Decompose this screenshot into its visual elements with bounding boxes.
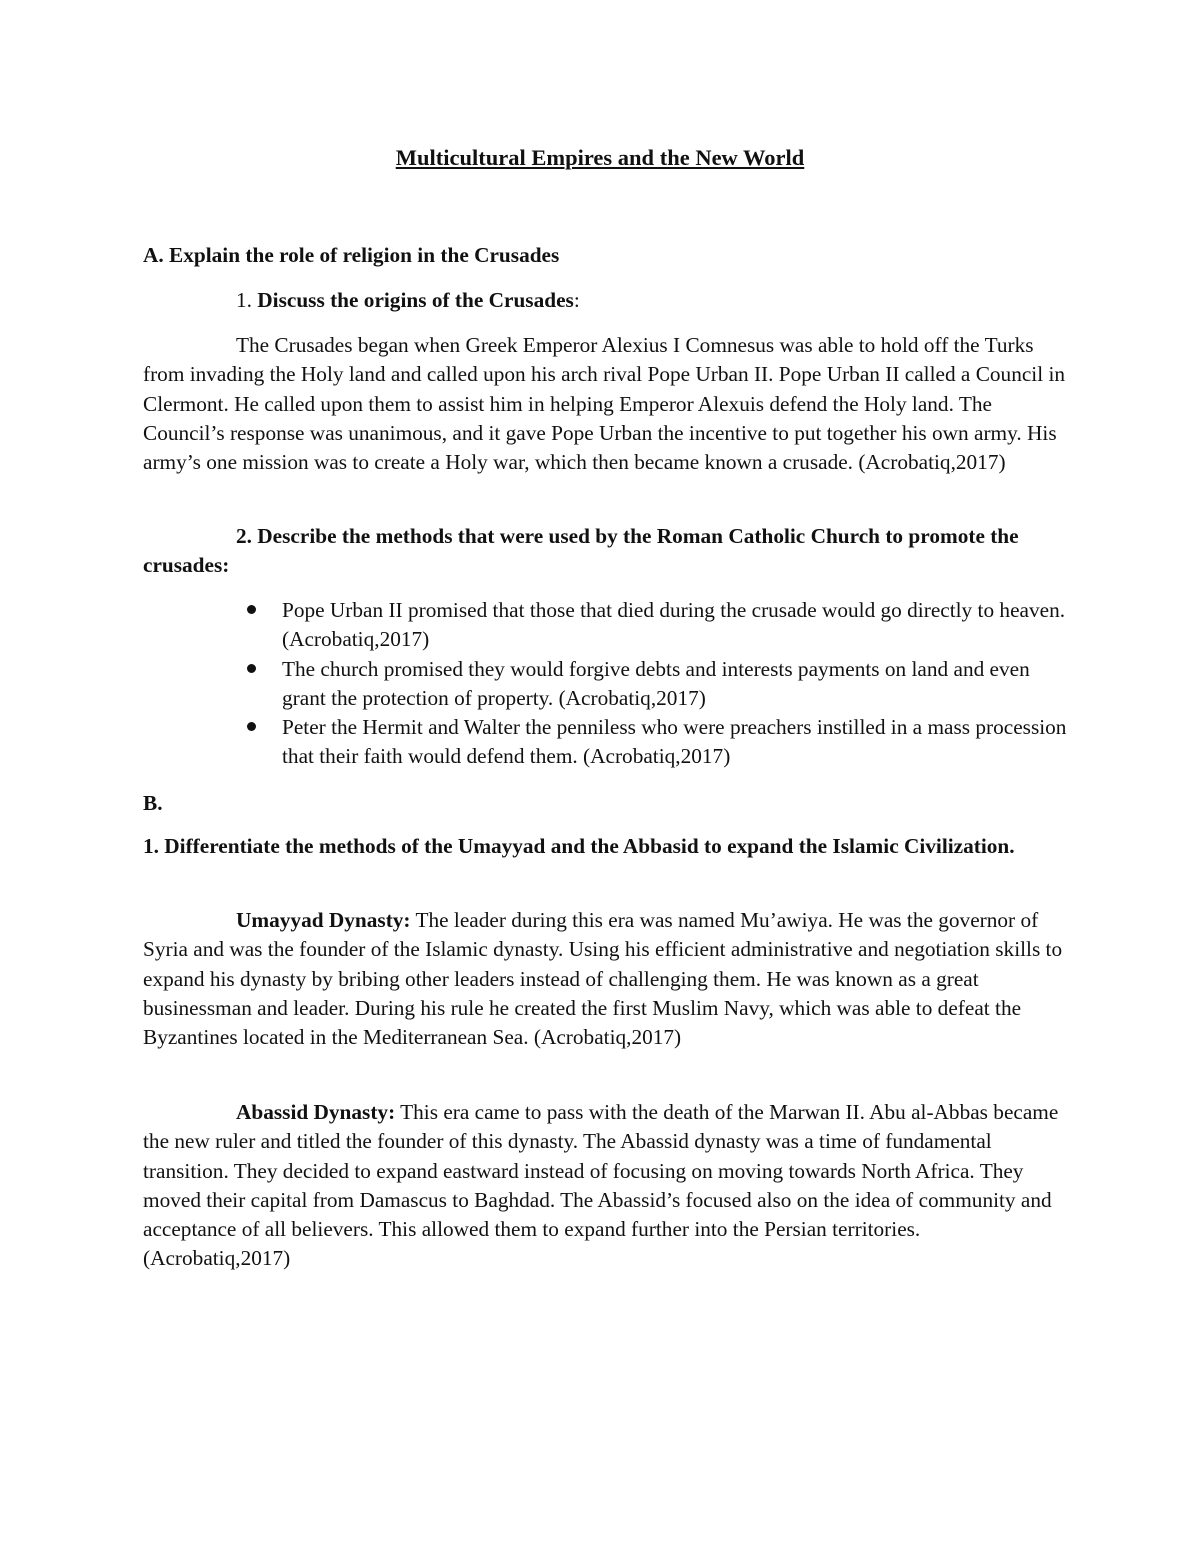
umayyad-text: The leader during this era was named Mu’awiya. He was the governor of Syria and was the founder of the Islamic dynasty. Using his efficient administrative and negotiation skills to expand his dynasty by bribing other leaders instead of challenging them. He was known as a great businessman and leader. During his rule he created the first Muslim Navy, which was able to defeat the Byzantines located in the Mediterranean Sea. (Acrobatiq,2017) xyxy=(143,908,1063,1050)
bullet-icon xyxy=(247,605,256,614)
list-item xyxy=(143,655,1068,714)
bullet-icon xyxy=(247,664,256,673)
section-a-heading: A. Explain the role of religion in the Crusades xyxy=(143,243,560,267)
document-title: Multicultural Empires and the New World xyxy=(395,145,805,170)
origins-paragraph: The Crusades began when Greek Emperor Alexius I Comnesus was able to hold off the Turks from invading the Holy land and called upon his arch rival Pope Urban II. Pope Urban II called a Council in Clermont. He called upon them to assist him in helping Emperor Alexuis defend the Holy land. The Council’s response was unanimous, and it gave Pope Urban the incentive to put together his own army. His army’s one mission was to create a Holy war, which then became known a crusade. (Acrobatiq,2017) xyxy=(143,333,1066,475)
bullet-text: The church promised they would forgive debts and interests payments on land and even grant the protection of property. (Acrobatiq,2017) xyxy=(282,656,1030,710)
question-1-colon: : xyxy=(573,288,580,312)
methods-bullet-list xyxy=(143,596,1068,772)
question-1-label: Discuss the origins of the Crusades xyxy=(257,288,574,312)
section-b-question-1: 1. Differentiate the methods of the Umayyad and the Abbasid to expand the Islamic Civilization. xyxy=(143,834,1015,858)
section-a-question-2: 2. Describe the methods that were used by the Roman Catholic Church to promote the crusades: xyxy=(143,524,1019,578)
abassid-label: Abassid Dynasty: xyxy=(236,1100,396,1124)
list-item xyxy=(143,713,1068,772)
bullet-text: Pope Urban II promised that those that died during the crusade would go directly to heaven. (Acrobatiq,2017) xyxy=(282,598,1066,652)
abassid-paragraph xyxy=(143,1098,1068,1274)
question-1-number: 1. xyxy=(236,288,258,312)
section-b-heading: B. xyxy=(143,791,163,815)
abassid-text: This era came to pass with the death of the Marwan II. Abu al-Abbas became the new ruler and titled the founder of this dynasty. The Abassid dynasty was a time of fundamental transition. They decided to expand eastward instead of focusing on moving towards North Africa. They moved their capital from Damascus to Baghdad. The Abassid’s focused also on the idea of community and acceptance of all believers. This allowed them to expand further into the Persian territories. (Acrobatiq,2017) xyxy=(143,1100,1059,1271)
umayyad-label: Umayyad Dynasty: xyxy=(236,908,411,932)
section-a-question-1 xyxy=(143,286,1161,315)
umayyad-paragraph xyxy=(143,906,1068,1052)
bullet-text: Peter the Hermit and Walter the penniless who were preachers instilled in a mass procession that their faith would defend them. (Acrobatiq,2017) xyxy=(282,715,1067,769)
list-item xyxy=(143,596,1068,655)
bullet-icon xyxy=(247,722,256,731)
